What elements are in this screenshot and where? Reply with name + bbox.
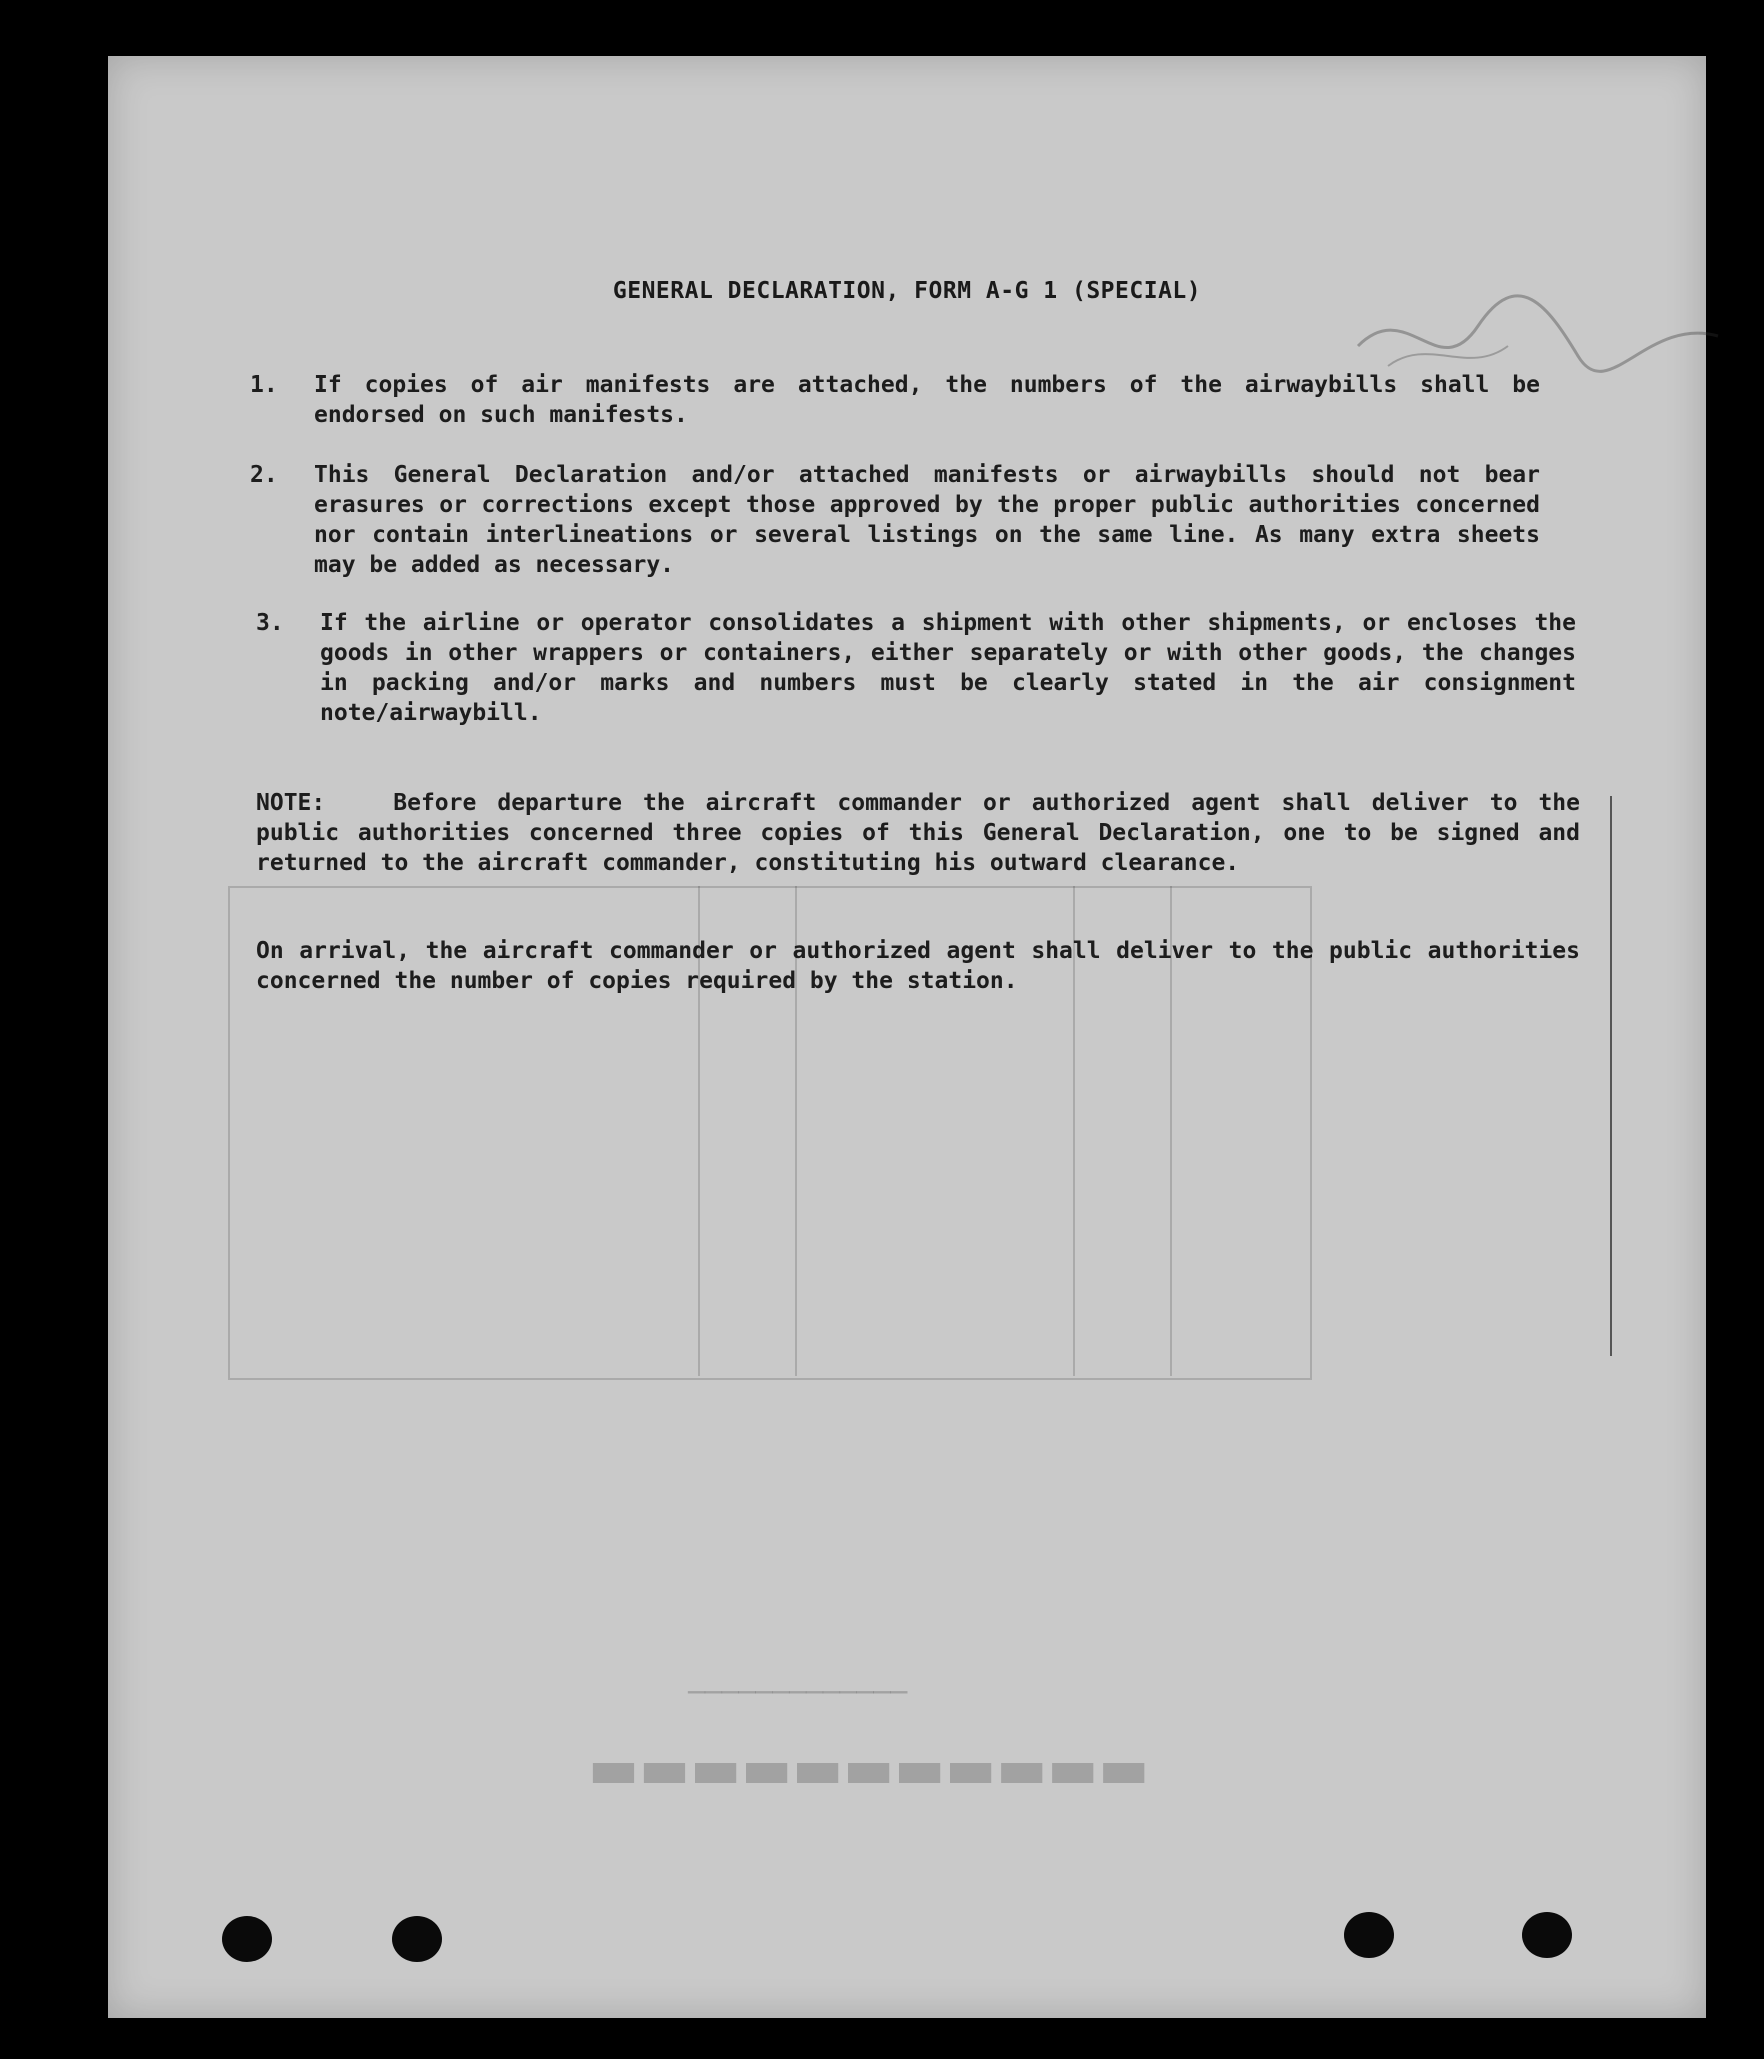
margin-rule bbox=[1610, 796, 1612, 1356]
document-title: GENERAL DECLARATION, FORM A-G 1 (SPECIAL) bbox=[612, 278, 1202, 304]
instruction-item-1 bbox=[250, 370, 1540, 430]
item-number: 2. bbox=[250, 462, 278, 488]
arrival-note: On arrival, the aircraft commander or authorized agent shall deliver to the public authorities concerned the number of copies required by the station. bbox=[256, 938, 1580, 994]
item-text: If copies of air manifests are attached, the numbers of the airwaybills shall be endorsed on such manifests. bbox=[314, 372, 1540, 428]
bleed-through-heading: ▬▬▬▬▬▬▬▬▬▬▬ bbox=[588, 1736, 1150, 1800]
note-text: Before departure the aircraft commander or authorized agent shall deliver to the public authorities concerned three copies of this General Declaration, one to be signed and returned to the aircraft commander, constituting his outward clearance. bbox=[256, 790, 1580, 876]
item-number: 1. bbox=[250, 372, 278, 398]
instruction-item-2 bbox=[250, 460, 1540, 580]
punch-hole-3 bbox=[1344, 1912, 1394, 1958]
departure-note bbox=[256, 788, 1580, 878]
note-label: NOTE: bbox=[256, 790, 326, 816]
punch-hole-2 bbox=[392, 1916, 442, 1962]
document-page bbox=[108, 56, 1706, 2018]
bleed-through-line: ───────────── bbox=[688, 1676, 908, 1709]
item-number: 3. bbox=[256, 610, 284, 636]
instruction-item-3 bbox=[256, 608, 1576, 728]
punch-hole-1 bbox=[222, 1916, 272, 1962]
item-text: If the airline or operator consolidates a shipment with other shipments, or encloses the goods in other wrappers or containers, either separately or with other goods, the changes in packing and/or marks and numbers must be clearly stated in the air consignment note/airwaybill. bbox=[320, 610, 1576, 726]
punch-hole-4 bbox=[1522, 1912, 1572, 1958]
item-text: This General Declaration and/or attached manifests or airwaybills should not bear erasures or corrections except those approved by the proper public authorities concerned nor contain interlineations or several listings on the same line. As many extra sheets may be added as necessary. bbox=[314, 462, 1540, 578]
